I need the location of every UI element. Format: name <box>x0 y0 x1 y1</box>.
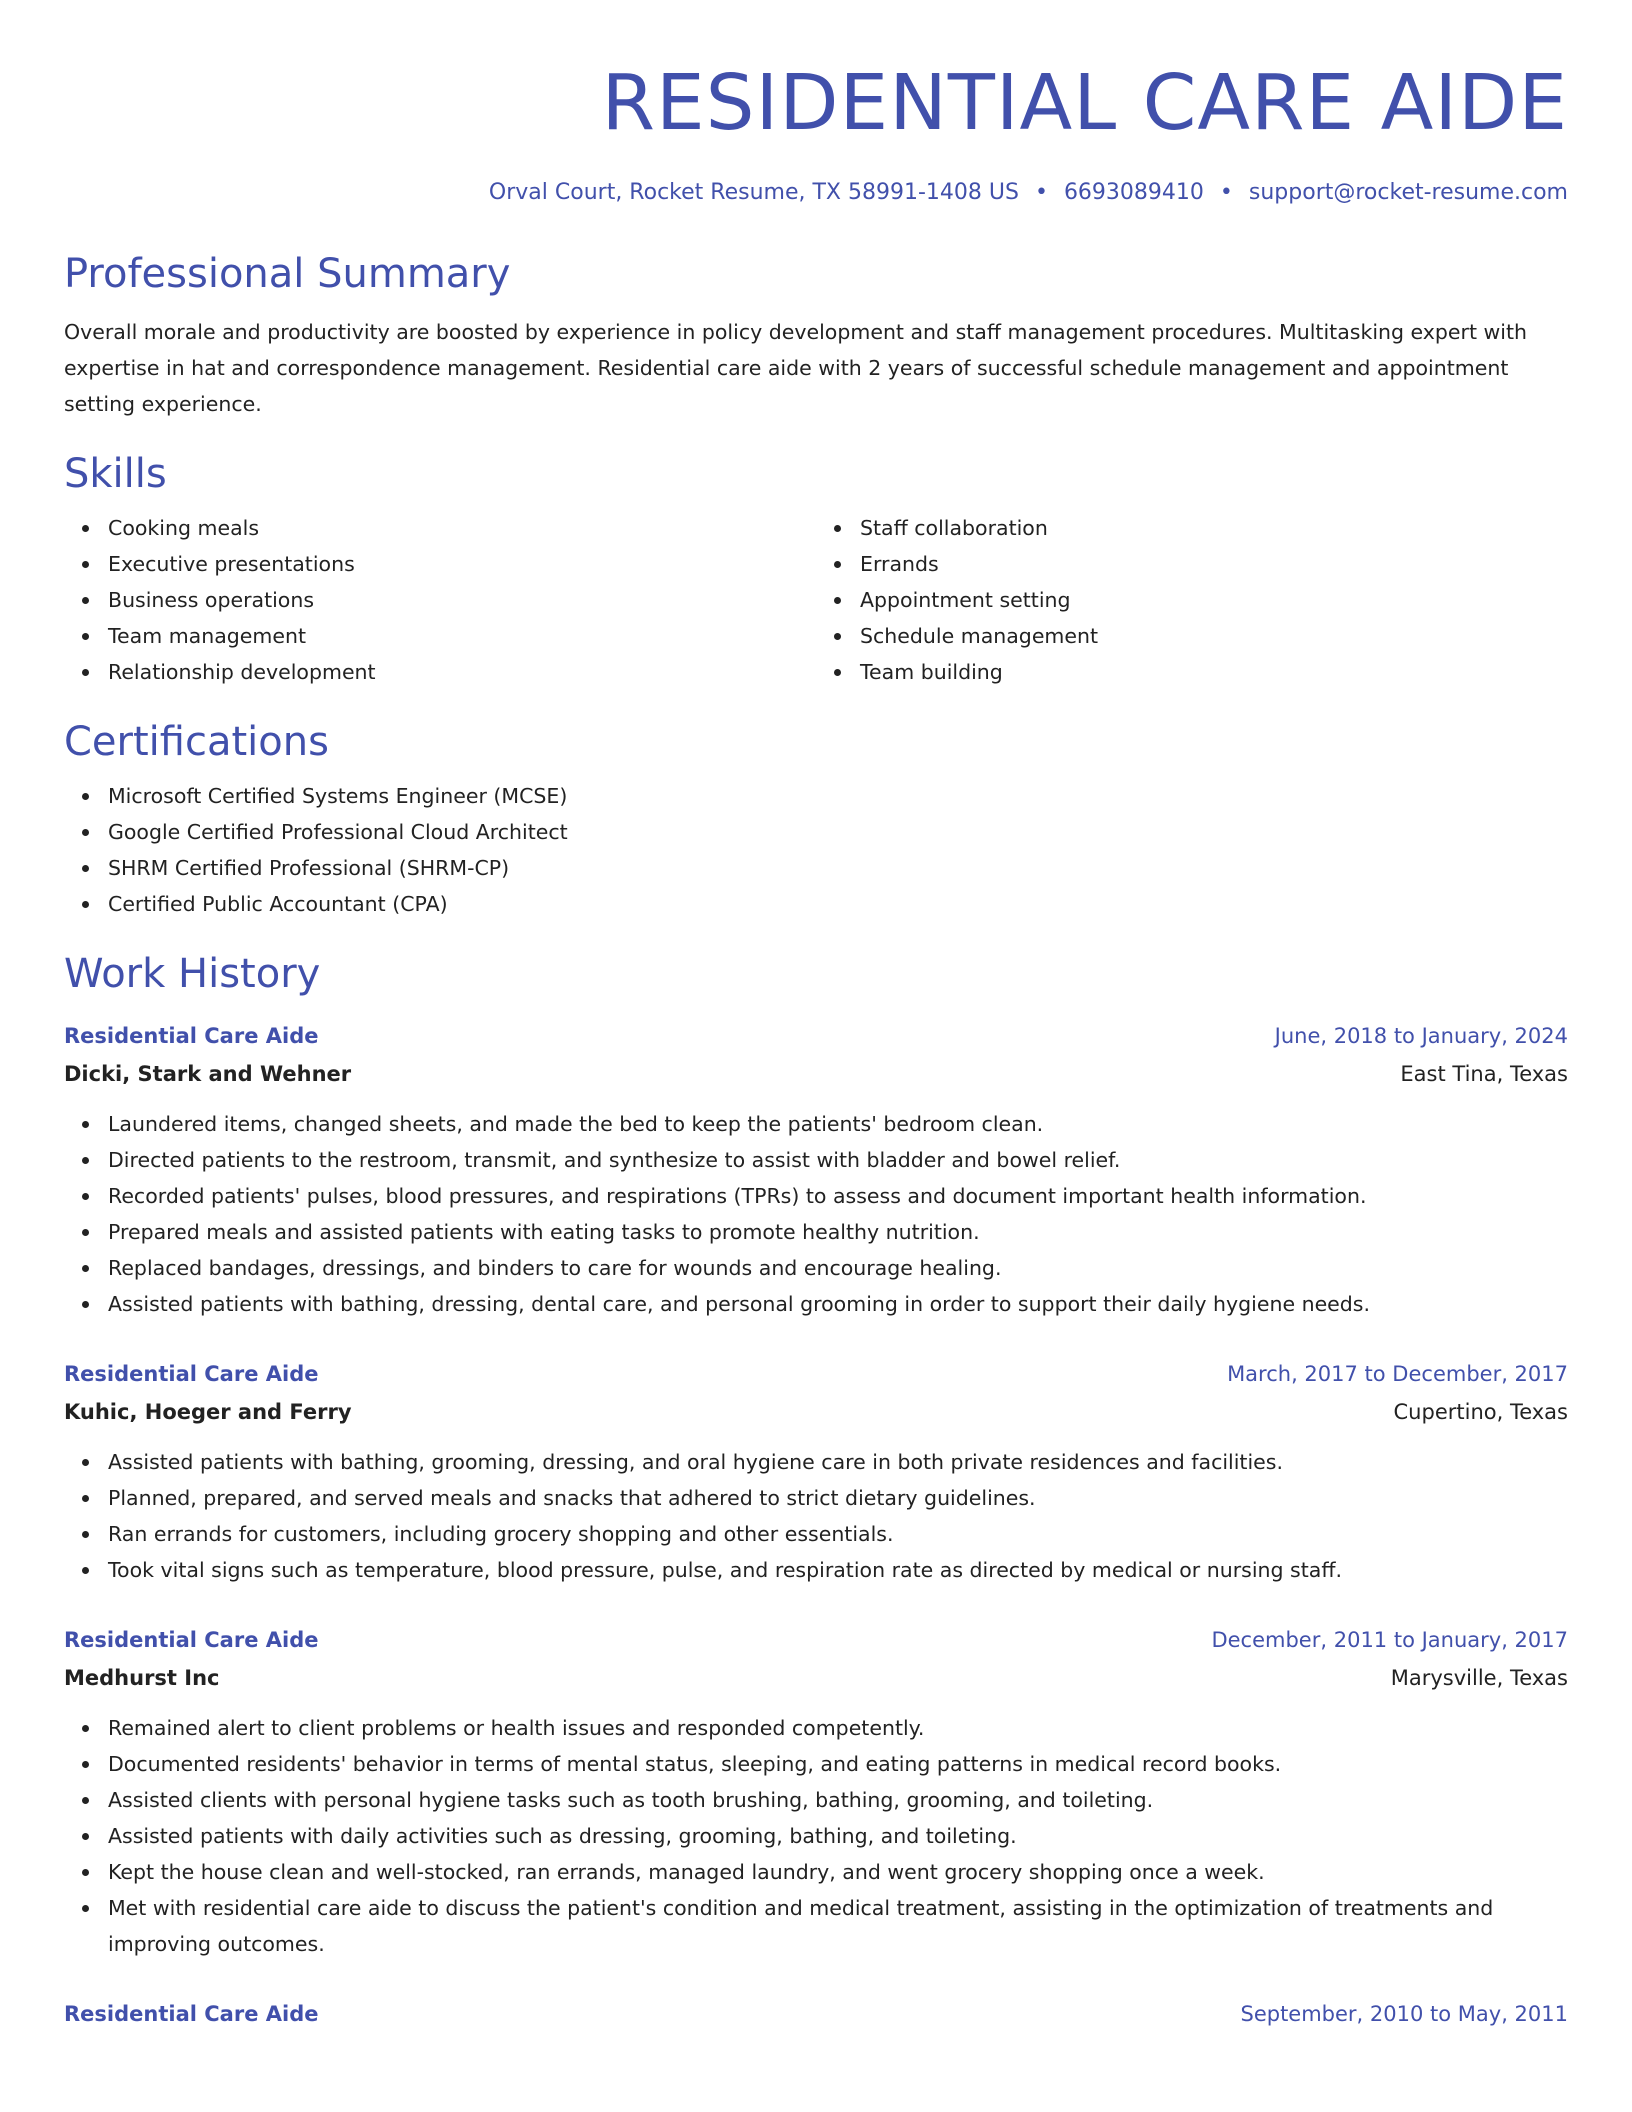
skill-item: Executive presentations <box>108 546 816 582</box>
job-bullet: Directed patients to the restroom, transmit, and synthesize to assist with bladder and bowel relief. <box>108 1142 1568 1178</box>
job-title: Residential Care Aide <box>64 1024 319 1048</box>
phone-text: 6693089410 <box>1063 180 1204 205</box>
summary-heading: Professional Summary <box>64 251 511 297</box>
contact-line <box>64 178 1568 208</box>
job-bullet: Met with residential care aide to discuss the patient's condition and medical treatment, assisting in the optimization of treatments and improving outcomes. <box>108 1890 1568 1962</box>
job-bullet: Laundered items, changed sheets, and made the bed to keep the patients' bedroom clean. <box>108 1106 1568 1142</box>
job-bullet: Assisted patients with daily activities such as dressing, grooming, bathing, and toileting. <box>108 1818 1568 1854</box>
job-bullets <box>64 1106 1568 1322</box>
job-bullet: Kept the house clean and well-stocked, ran errands, managed laundry, and went grocery shopping once a week. <box>108 1854 1568 1890</box>
job-location: East Tina, Texas <box>1400 1062 1568 1086</box>
job-company: Medhurst Inc <box>64 1666 220 1690</box>
certifications-list <box>64 778 1568 922</box>
job-bullet: Assisted clients with personal hygiene tasks such as tooth brushing, bathing, grooming, and toileting. <box>108 1782 1568 1818</box>
job-company: Dicki, Stark and Wehner <box>64 1062 352 1086</box>
job-bullet: Remained alert to client problems or health issues and responded competently. <box>108 1710 1568 1746</box>
job-title: Residential Care Aide <box>64 2002 319 2026</box>
skill-item: Errands <box>860 546 1568 582</box>
job-bullet: Planned, prepared, and served meals and snacks that adhered to strict dietary guidelines. <box>108 1480 1568 1516</box>
skill-item: Cooking meals <box>108 510 816 546</box>
certification-item: Google Certified Professional Cloud Architect <box>108 814 1568 850</box>
skills-columns <box>64 510 1568 690</box>
job-entry <box>64 1016 1568 1322</box>
job-entry <box>64 1354 1568 1588</box>
separator-dot: • <box>1034 180 1048 205</box>
skill-item: Team management <box>108 618 816 654</box>
certifications-heading: Certifications <box>64 719 329 765</box>
skill-item: Schedule management <box>860 618 1568 654</box>
certification-item: Certified Public Accountant (CPA) <box>108 886 1568 922</box>
certification-item: Microsoft Certified Systems Engineer (MCSE) <box>108 778 1568 814</box>
job-location: Marysville, Texas <box>1390 1666 1568 1690</box>
job-bullet: Assisted patients with bathing, dressing, dental care, and personal grooming in order to support their daily hygiene needs. <box>108 1286 1568 1322</box>
skill-item: Business operations <box>108 582 816 618</box>
job-company: Kuhic, Hoeger and Ferry <box>64 1400 352 1424</box>
skills-list-right <box>816 510 1568 690</box>
job-bullets <box>64 1444 1568 1588</box>
summary-text: Overall morale and productivity are boosted by experience in policy development and staff management procedures. Multitasking expert with expertise in hat and correspondence management. Residential care aide with 2 years of successful schedule management and appointment setting experience. <box>64 320 1528 416</box>
job-bullet: Replaced bandages, dressings, and binders to care for wounds and encourage healing. <box>108 1250 1568 1286</box>
job-bullets <box>64 1710 1568 1962</box>
job-title: Residential Care Aide <box>64 1628 319 1652</box>
separator-dot: • <box>1219 180 1233 205</box>
job-location: Cupertino, Texas <box>1393 1400 1568 1424</box>
job-bullet: Ran errands for customers, including grocery shopping and other essentials. <box>108 1516 1568 1552</box>
resume-title: RESIDENTIAL CARE AIDE <box>601 59 1568 148</box>
skills-list-left <box>64 510 816 690</box>
job-dates: March, 2017 to December, 2017 <box>1227 1362 1568 1386</box>
resume-page <box>64 0 1568 2034</box>
certification-item: SHRM Certified Professional (SHRM-CP) <box>108 850 1568 886</box>
skill-item: Staff collaboration <box>860 510 1568 546</box>
job-bullet: Prepared meals and assisted patients with eating tasks to promote healthy nutrition. <box>108 1214 1568 1250</box>
address-text: Orval Court, Rocket Resume, TX 58991-1408 US <box>488 180 1019 205</box>
skill-item: Team building <box>860 654 1568 690</box>
job-bullet: Took vital signs such as temperature, blood pressure, pulse, and respiration rate as directed by medical or nursing staff. <box>108 1552 1568 1588</box>
job-dates: June, 2018 to January, 2024 <box>1274 1024 1568 1048</box>
job-bullet: Assisted patients with bathing, grooming, dressing, and oral hygiene care in both private residences and facilities. <box>108 1444 1568 1480</box>
job-bullet: Documented residents' behavior in terms of mental status, sleeping, and eating patterns in medical record books. <box>108 1746 1568 1782</box>
job-bullet: Recorded patients' pulses, blood pressures, and respirations (TPRs) to assess and document important health information. <box>108 1178 1568 1214</box>
job-entry <box>64 1994 1568 2034</box>
job-dates: December, 2011 to January, 2017 <box>1211 1628 1568 1652</box>
job-entry <box>64 1620 1568 1962</box>
skills-heading: Skills <box>64 451 167 497</box>
skill-item: Relationship development <box>108 654 816 690</box>
work-history-heading: Work History <box>64 951 321 997</box>
job-title: Residential Care Aide <box>64 1362 319 1386</box>
job-dates: September, 2010 to May, 2011 <box>1240 2002 1568 2026</box>
skill-item: Appointment setting <box>860 582 1568 618</box>
email-link[interactable]: support@rocket-resume.com <box>1248 180 1568 205</box>
